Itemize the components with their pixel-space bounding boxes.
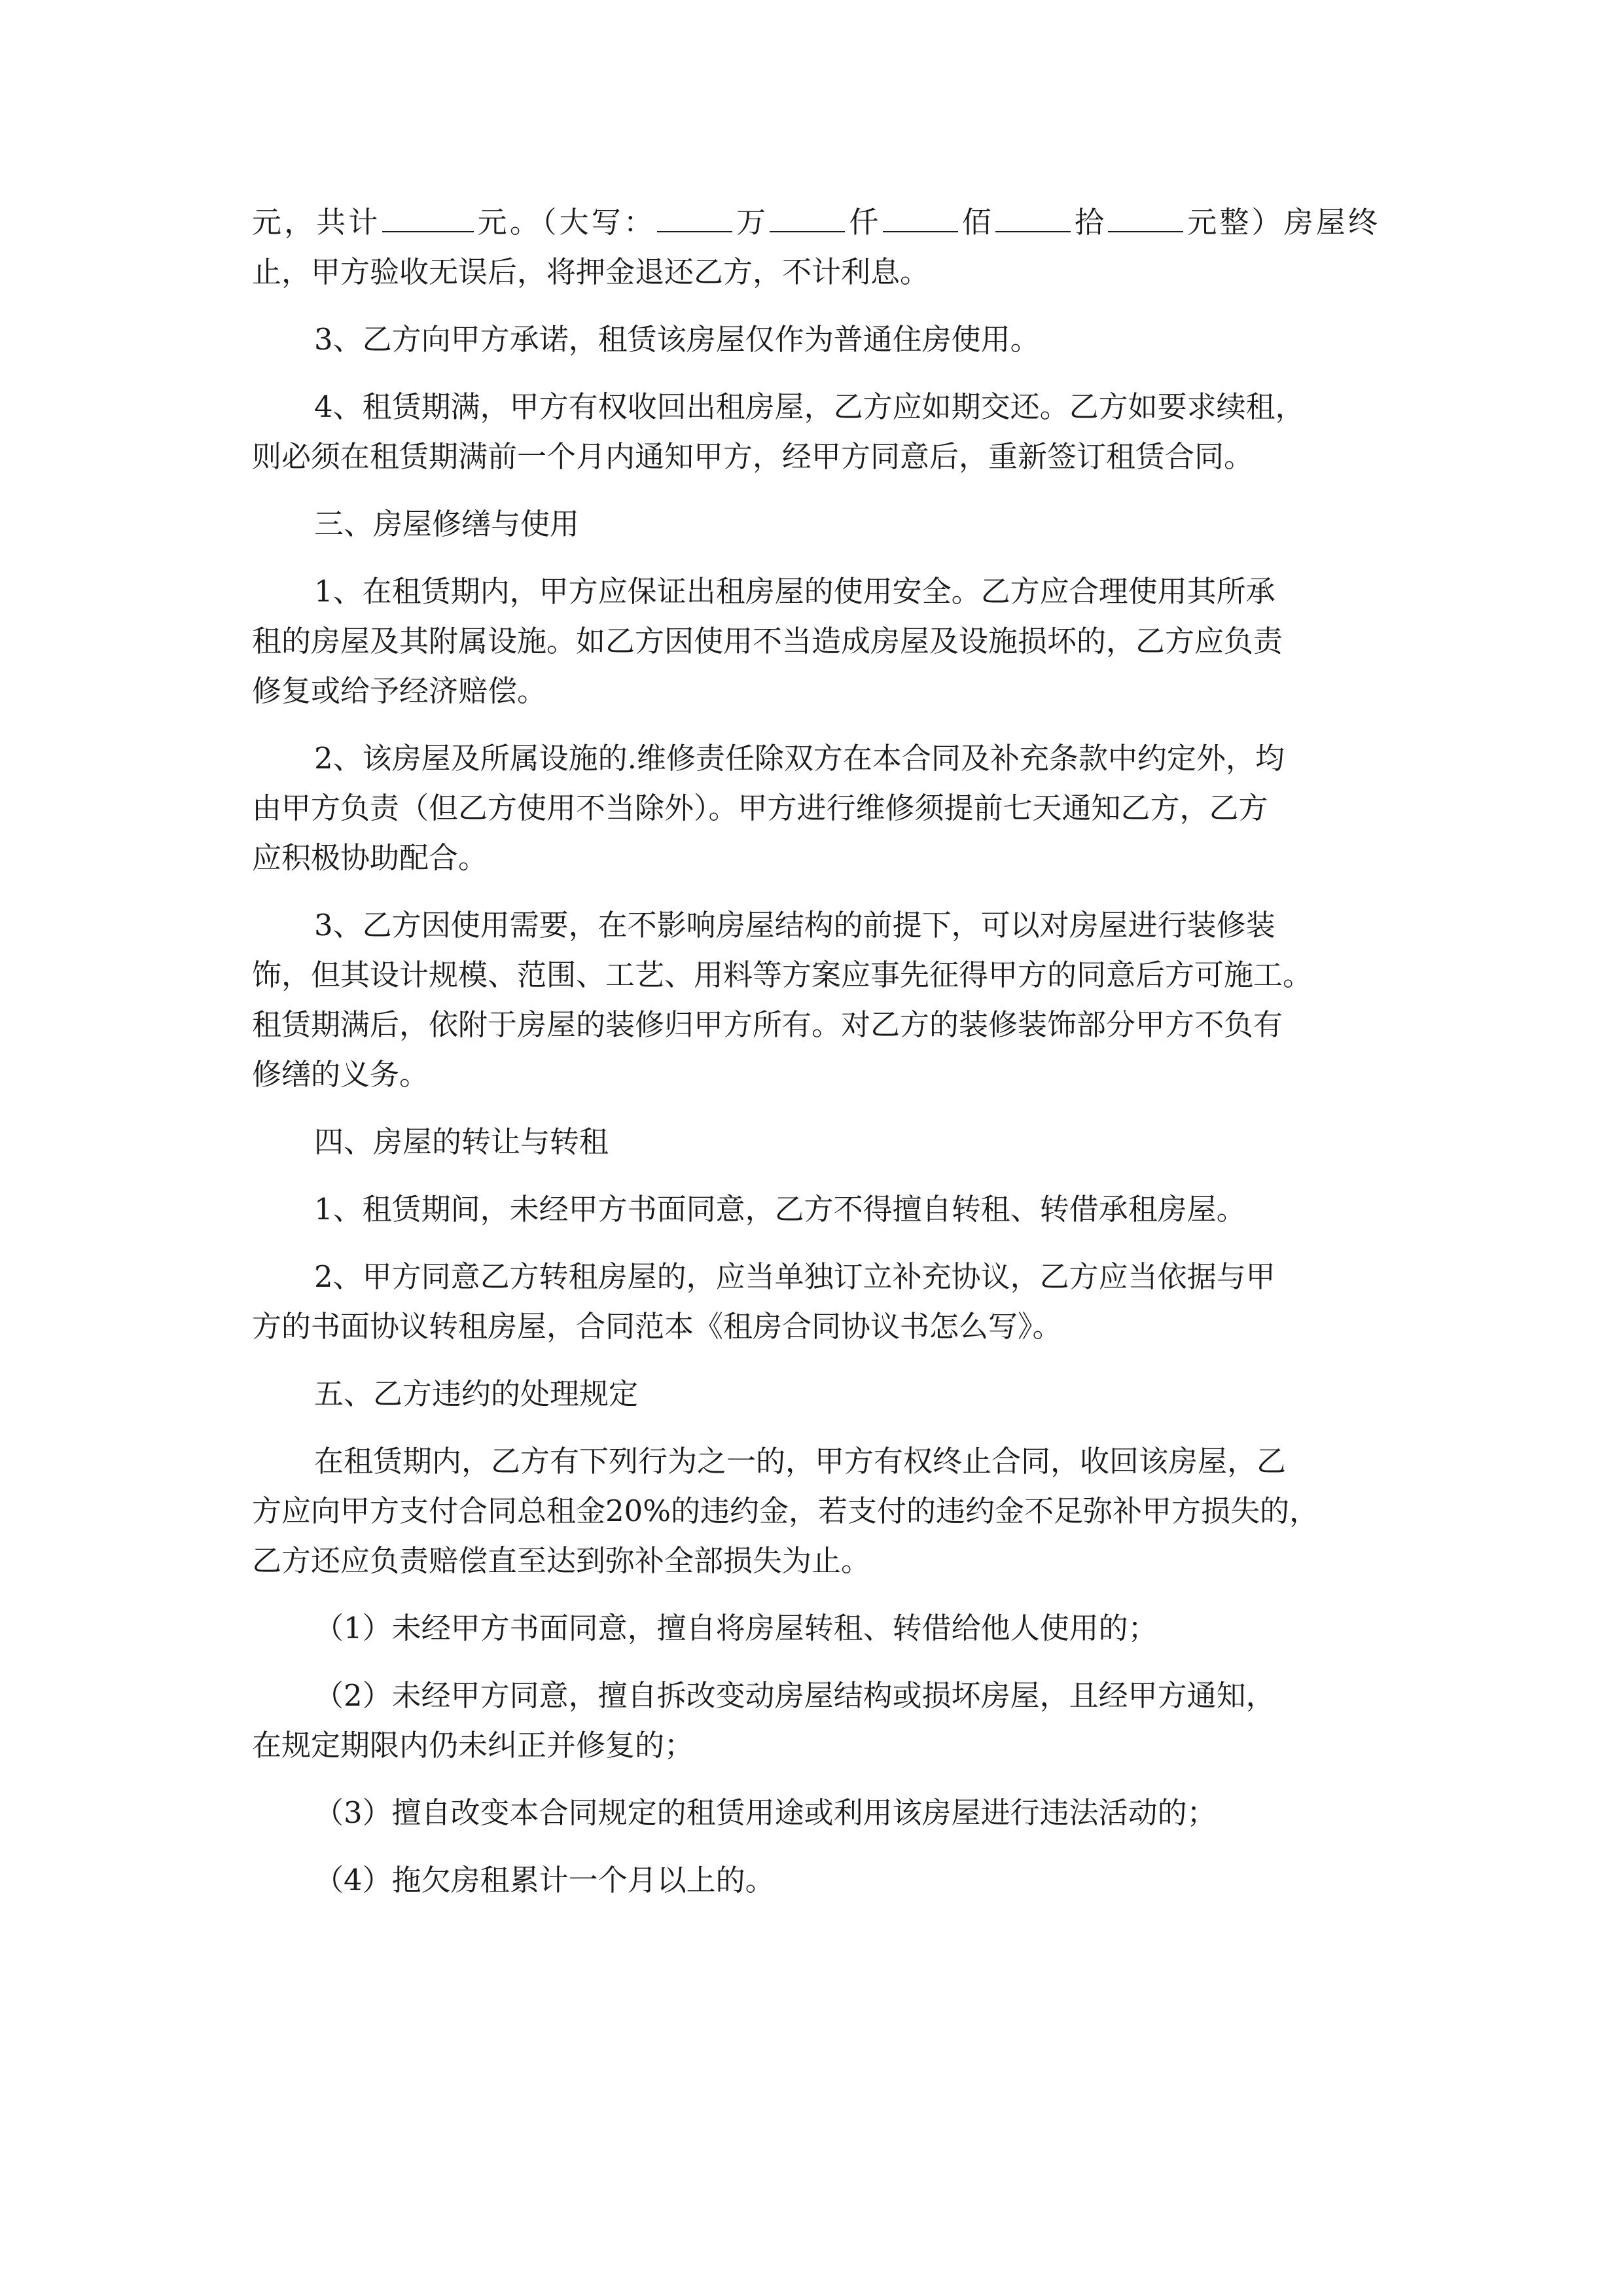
paragraph-line: 应积极协助配合。 (252, 840, 488, 875)
breach-item-1: （1）未经甲方书面同意，擅自将房屋转租、转借给他人使用的； (314, 1611, 1158, 1645)
breach-item-3: （3）擅自改变本合同规定的租赁用途或利用该房屋进行违法活动的； (314, 1795, 1217, 1830)
paragraph-line: 修缮的义务。 (252, 1057, 429, 1092)
repair-clause-1: 1、在租赁期内，甲方应保证出租房屋的使用安全。乙方应合理使用其所承 (314, 574, 1275, 609)
sublease-clause-1: 1、租赁期间，未经甲方书面同意，乙方不得擅自转租、转借承租房屋。 (314, 1192, 1246, 1227)
paragraph-line: 修复或给予经济赔偿。 (252, 673, 547, 708)
repair-clause-2: 2、该房屋及所属设施的.维修责任除双方在本合同及补充条款中约定外，均 (314, 741, 1285, 776)
deposit-amount-line (252, 198, 1378, 247)
shi-blank (995, 230, 1071, 232)
paragraph-line: 乙方还应负责赔偿直至达到弥补全部损失为止。 (252, 1543, 871, 1578)
paragraph-line: 方的书面协议转租房屋，合同范本《租房合同协议书怎么写》。 (252, 1309, 1062, 1344)
yuan-blank (1108, 230, 1183, 232)
paragraph-line: 在规定期限内仍未纠正并修复的； (252, 1728, 694, 1763)
bai-blank (883, 230, 958, 232)
paragraph-line: 止，甲方验收无误后，将押金退还乙方，不计利息。 (252, 255, 930, 289)
contract-body (252, 198, 1378, 1905)
deposit-text-3: 元整）房屋终 (1185, 205, 1378, 240)
paragraph-line: 租的房屋及其附属设施。如乙方因使用不当造成房屋及设施损坏的，乙方应负责 (252, 624, 1283, 658)
clause-3-occupancy: 3、乙方向甲方承诺，租赁该房屋仅作为普通住房使用。 (314, 322, 1040, 357)
unit-wan: 万 (734, 205, 769, 240)
paragraph-line: 由甲方负责（但乙方使用不当除外）。甲方进行维修须提前七天通知乙方，乙方 (252, 791, 1268, 825)
sublease-clause-2: 2、甲方同意乙方转租房屋的，应当单独订立补充协议，乙方应当依据与甲 (314, 1259, 1275, 1294)
breach-intro: 在租赁期内，乙方有下列行为之一的，甲方有权终止合同，收回该房屋，乙 (314, 1444, 1287, 1479)
qian-blank (770, 230, 845, 232)
paragraph-line: 饰，但其设计规模、范围、工艺、用料等方案应事先征得甲方的同意后方可施工。 (252, 958, 1313, 992)
unit-qian: 仟 (846, 205, 882, 240)
wan-blank (657, 230, 732, 232)
section-heading-repair: 三、房屋修缮与使用 (314, 507, 580, 541)
clause-4-renewal: 4、租赁期满，甲方有权收回出租房屋，乙方应如期交还。乙方如要求续租， (314, 389, 1305, 424)
paragraph-line: 租赁期满后，依附于房屋的装修归甲方所有。对乙方的装修装饰部分甲方不负有 (252, 1007, 1283, 1042)
deposit-text-2: 元。（大写： (474, 205, 656, 240)
section-heading-sublease: 四、房屋的转让与转租 (314, 1124, 609, 1159)
paragraph-line: 则必须在租赁期满前一个月内通知甲方，经甲方同意后，重新签订租赁合同。 (252, 439, 1254, 474)
unit-bai: 佰 (959, 205, 994, 240)
unit-shi: 拾 (1071, 205, 1107, 240)
breach-item-2: （2）未经甲方同意，擅自拆改变动房屋结构或损坏房屋，且经甲方通知， (314, 1678, 1275, 1713)
paragraph-line: 方应向甲方支付合同总租金20%的违约金，若支付的违约金不足弥补甲方损失的， (252, 1494, 1319, 1528)
total-amount-blank (382, 230, 474, 232)
section-heading-breach: 五、乙方违约的处理规定 (314, 1376, 639, 1411)
deposit-text-1: 元，共计 (252, 205, 381, 240)
repair-clause-3: 3、乙方因使用需要，在不影响房屋结构的前提下，可以对房屋进行装修装 (314, 908, 1275, 942)
breach-item-4: （4）拖欠房租累计一个月以上的。 (314, 1863, 775, 1897)
